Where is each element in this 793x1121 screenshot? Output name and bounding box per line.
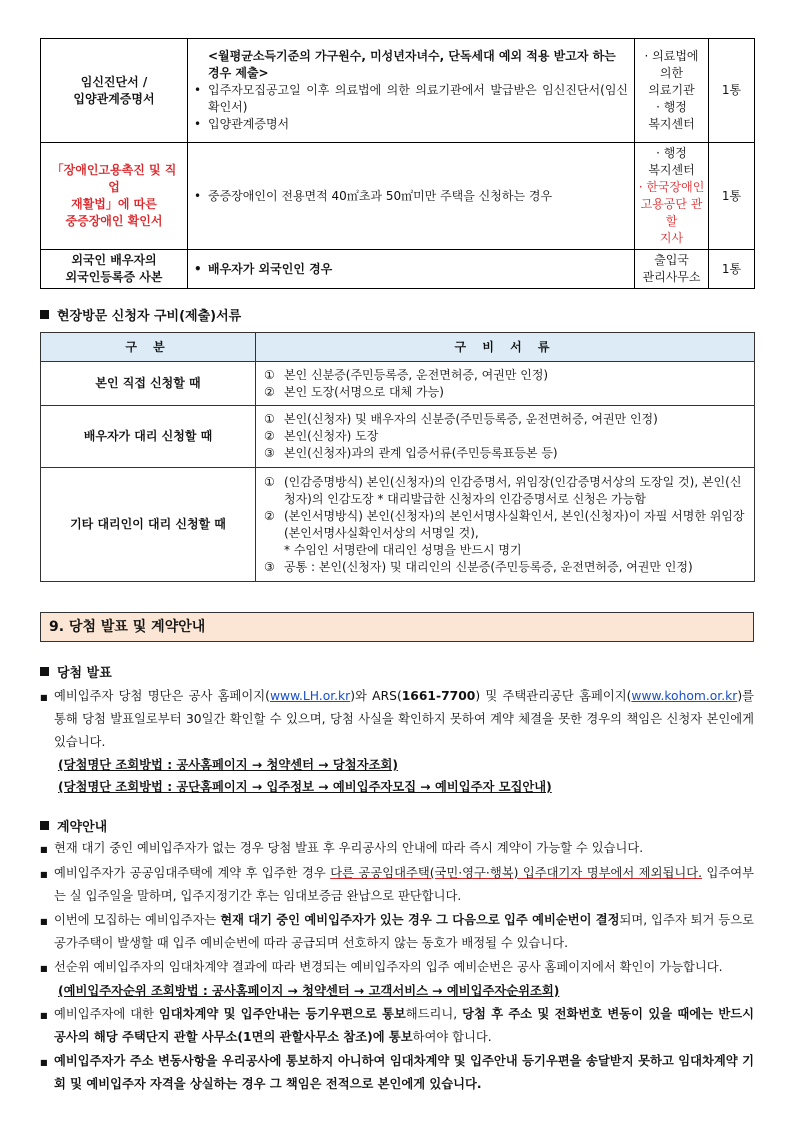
section-heading-visit: 현장방문 신청자 구비(제출)서류 <box>40 305 754 324</box>
bullet-icon: • <box>194 83 202 97</box>
list-item: ■ 예비입주자 당첨 명단은 공사 홈페이지(www.LH.or.kr)와 ARS(1661-7700) 및 주택관리공단 홈페이지(www.kohom.or.kr)를 통해 당첨 발표일로부터 30일간 확인할 수 있으며, 당첨 사실을 확인하지 못하여 계약 체결을 못한 경우의 책임은 신청자 본인에게 있습니다. <box>40 685 754 754</box>
small-square-bullet-icon: ■ <box>40 1011 48 1020</box>
count-cell: 1통 <box>709 39 755 143</box>
list-item: • 입양관계증명서 <box>194 117 290 131</box>
black-square-icon <box>40 310 49 319</box>
list-item: ① (인감증명방식) 본인(신청자)의 인감증명서, 위임장(인감증명서상의 도장일 것), 본인(신청자)의 인감도장 * 대리발급한 신청자의 인감증명서로 신청은 가능함 <box>264 474 742 506</box>
bullet-icon: • <box>194 261 202 276</box>
list-item: ② (본인서명방식) 본인(신청자)의 본인서명사실확인서, 본인(신청자)이 자필 서명한 위임장(본인서명사실확인서상의 서명일 것), <box>264 508 745 540</box>
black-square-icon <box>40 667 49 676</box>
count-cell: 1통 <box>709 143 755 250</box>
row-label: 본인 직접 신청할 때 <box>41 362 256 406</box>
count-cell: 1통 <box>709 250 755 289</box>
doc-desc-cell <box>188 143 635 250</box>
small-square-bullet-icon: ■ <box>40 1058 48 1067</box>
list-item: ③ 공통 : 본인(신청자) 및 대리인의 신분증(주민등록증, 운전면허증, 여권만 인정) <box>264 559 693 574</box>
row-items <box>256 362 755 406</box>
doc-name-cell: 「장애인고용촉진 및 직업 재활법」에 따른 중증장애인 확인서 <box>41 143 188 250</box>
doc-desc-cell <box>188 39 635 143</box>
column-header: 구 분 <box>41 333 256 362</box>
list-item: • 입주자모집공고일 이후 의료법에 의한 의료기관에서 발급받은 임신진단서(임신확인서) <box>194 83 628 114</box>
small-square-bullet-icon: ■ <box>40 693 48 702</box>
list-item: ① 본인(신청자) 및 배우자의 신분증(주민등록증, 운전면허증, 여권만 인정) <box>264 412 658 426</box>
section-9-banner: 9. 당첨 발표 및 계약안내 <box>40 612 754 642</box>
issuer-cell: 출입국 관리사무소 <box>635 250 709 289</box>
table-row <box>41 406 755 468</box>
table-row <box>41 39 755 143</box>
list-item: ③ 본인(신청자)과의 관계 입증서류(주민등록표등본 등) <box>264 446 558 460</box>
small-square-bullet-icon: ■ <box>40 845 48 854</box>
list-item: • 중증장애인이 전용면적 40㎡초과 50㎡미만 주택을 신청하는 경우 <box>194 188 553 203</box>
column-header: 구 비 서 류 <box>256 333 755 362</box>
doc-name-cell: 임신진단서 / 입양관계증명서 <box>41 39 188 143</box>
lookup-method-3: (예비입주자순위 조회방법 : 공사홈페이지 → 청약센터 → 고객서비스 → 예비입주자순위조회) <box>58 984 560 998</box>
bullet-icon: • <box>194 188 202 203</box>
table-row <box>41 143 755 250</box>
list-item: ■ 예비입주자가 공공임대주택에 계약 후 입주한 경우 다른 공공임대주택(국민·영구·행복) 입주대기자 명부에서 제외됩니다. 입주여부는 실 입주일을 말하며, 입주지정기간 후는 임대보증금 완납으로 판단합니다. <box>40 862 754 908</box>
list-item: ① 본인 신분증(주민등록증, 운전면허증, 여권만 인정) <box>264 367 549 382</box>
kohom-homepage-link[interactable]: www.kohom.or.kr <box>631 689 738 703</box>
small-square-bullet-icon: ■ <box>40 964 48 973</box>
table-header-row <box>41 333 755 362</box>
table-row <box>41 468 755 582</box>
document-page <box>40 38 754 1096</box>
table-row <box>41 362 755 406</box>
list-item: * 수임인 서명란에 대리인 성명을 반드시 명기 <box>284 542 522 557</box>
list-item: ② 본인 도장(서명으로 대체 가능) <box>264 384 444 399</box>
doc-name-cell: 외국인 배우자의 외국인등록증 사본 <box>41 250 188 289</box>
list-item: ② 본인(신청자) 도장 <box>264 429 379 443</box>
row-items <box>256 406 755 468</box>
table-row <box>41 250 755 289</box>
bullet-icon: • <box>194 117 202 131</box>
small-square-bullet-icon: ■ <box>40 870 48 879</box>
issuer-cell: · 행정 복지센터 · 한국장애인 고용공단 관할 지사 <box>635 143 709 250</box>
list-item: • 배우자가 외국인인 경우 <box>194 261 333 276</box>
list-item: ■ 예비입주자가 주소 변동사항을 우리공사에 통보하지 아니하여 임대차계약 및 입주안내 등기우편을 송달받지 못하고 임대차계약 기회 및 예비입주자 자격을 상실하는 경우 그 책임은 전적으로 본인에게 있습니다. <box>40 1050 754 1096</box>
lookup-method-2: (당첨명단 조회방법 : 공단홈페이지 → 입주정보 → 예비입주자모집 → 예비입주자 모집안내) <box>58 780 552 794</box>
documents-table <box>40 38 755 289</box>
list-item: ■ 현재 대기 중인 예비입주자가 없는 경우 당첨 발표 후 우리공사의 안내에 따라 즉시 계약이 가능할 수 있습니다. <box>40 837 754 861</box>
doc-note: <월평균소득기준의 가구원수, 미성년자녀수, 단독세대 예외 적용 받고자 하는 경우 제출> <box>208 49 616 80</box>
list-item: ■ 선순위 예비입주자의 임대차계약 결과에 따라 변경되는 예비입주자의 입주 예비순번은 공사 홈페이지에서 확인이 가능합니다. <box>40 956 754 980</box>
section-heading-announce: 당첨 발표 <box>40 662 754 681</box>
small-square-bullet-icon: ■ <box>40 917 48 926</box>
visit-documents-table <box>40 332 755 582</box>
section-heading-contract: 계약안내 <box>40 816 754 835</box>
row-label: 기타 대리인이 대리 신청할 때 <box>41 468 256 582</box>
lh-homepage-link[interactable]: www.LH.or.kr <box>269 689 351 703</box>
doc-desc-cell <box>188 250 635 289</box>
black-square-icon <box>40 821 49 830</box>
issuer-cell: · 의료법에 의한 의료기관 · 행정 복지센터 <box>635 39 709 143</box>
contract-body <box>40 837 754 1096</box>
list-item: ■ 예비입주자에 대한 임대차계약 및 입주안내는 등기우편으로 통보해드리니, 당첨 후 주소 및 전화번호 변동이 있을 때에는 반드시 공사의 해당 주택단지 관할 사무소(1면의 관할사무소 참조)에 통보하여야 합니다. <box>40 1003 754 1049</box>
row-label: 배우자가 대리 신청할 때 <box>41 406 256 468</box>
ars-number: 1661-7700 <box>401 689 476 703</box>
lookup-method-1: (당첨명단 조회방법 : 공사홈페이지 → 청약센터 → 당첨자조회) <box>58 758 398 772</box>
list-item: ■ 이번에 모집하는 예비입주자는 현재 대기 중인 예비입주자가 있는 경우 그 다음으로 입주 예비순번이 결정되며, 입주자 퇴거 등으로 공가주택이 발생할 때 입주 예비순번에 따라 공급되며 선호하지 않는 동호가 배정될 수 있습니다. <box>40 909 754 955</box>
row-items <box>256 468 755 582</box>
announce-body <box>40 685 754 798</box>
